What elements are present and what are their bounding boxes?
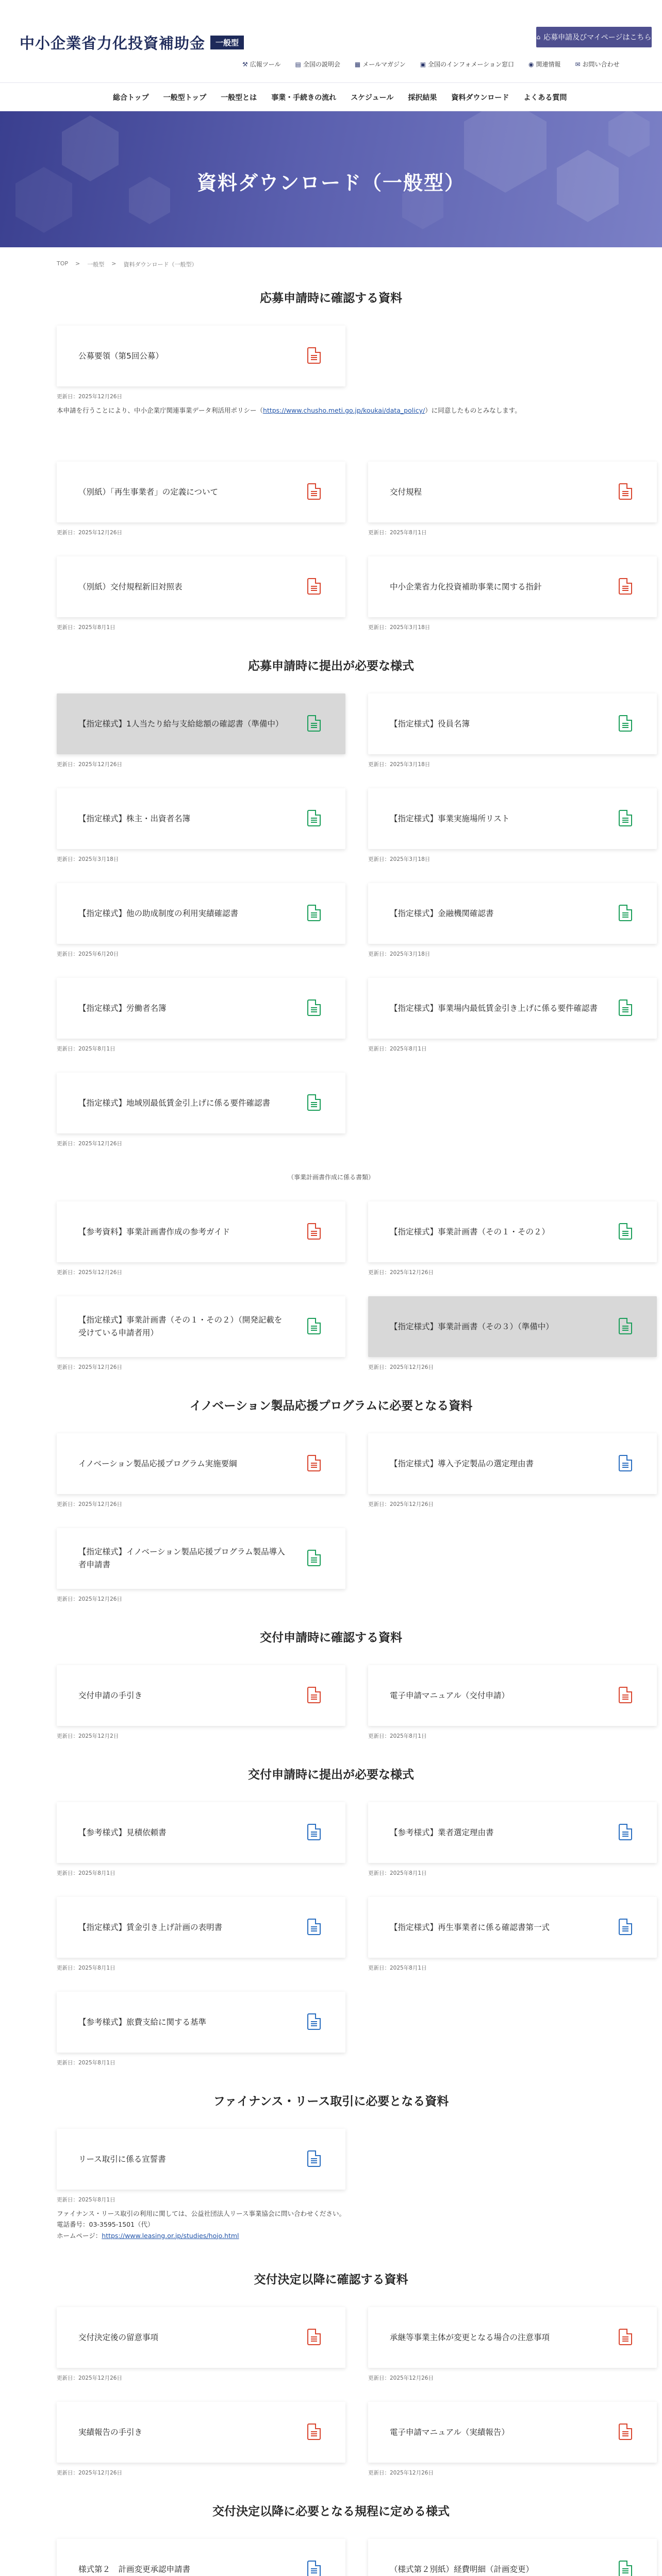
download-card[interactable] — [57, 1433, 345, 1494]
download-card[interactable] — [368, 556, 657, 617]
file-lines — [311, 355, 317, 360]
lease-note-phone: 電話番号：03-3595-1501（代） — [57, 2221, 154, 2229]
download-card-label: 【指定様式】導入予定製品の選定理由書 — [390, 1459, 534, 1468]
download-card[interactable] — [368, 693, 657, 754]
policy-note — [57, 405, 605, 416]
pdf-file-icon — [307, 347, 321, 364]
tool-icon: ⚒ — [242, 60, 248, 68]
update-date: 更新日：2025年8月1日 — [368, 530, 427, 536]
util-link-1[interactable] — [295, 60, 340, 69]
mail-icon: ✉ — [575, 60, 581, 68]
update-date: 更新日：2025年8月1日 — [57, 2060, 115, 2066]
download-card-label: 交付規程 — [390, 487, 422, 497]
update-date: 更新日：2025年12月26日 — [57, 1269, 122, 1276]
util-link-label: お問い合わせ — [582, 61, 620, 68]
file-lines — [311, 1926, 317, 1931]
excel-file-icon — [619, 1318, 632, 1334]
update-date: 更新日：2025年8月1日 — [57, 2197, 115, 2203]
update-date: 更新日：2025年12月26日 — [57, 1501, 122, 1507]
global-nav — [0, 82, 662, 111]
lease-note — [57, 2208, 605, 2241]
lease-note-homepage — [57, 2230, 605, 2241]
pdf-file-icon — [307, 483, 321, 500]
download-card[interactable] — [57, 1073, 345, 1133]
homepage-label: ホームページ： — [57, 2231, 102, 2240]
file-lines — [622, 586, 628, 591]
pdf-file-icon — [307, 1455, 321, 1471]
download-card-label: 【指定様式】事業計画書（その１・その２） — [390, 1227, 550, 1236]
download-card-label: 電子申請マニュアル（実績報告） — [390, 2427, 509, 2437]
update-date: 更新日：2025年3月18日 — [368, 761, 431, 768]
download-card[interactable] — [368, 1897, 657, 1958]
download-card[interactable] — [368, 2539, 657, 2576]
update-date: 更新日：2025年12月26日 — [368, 1269, 434, 1276]
download-card-label: 交付決定後の留意事項 — [78, 2332, 159, 2342]
word-file-icon — [307, 2561, 321, 2576]
mypage-button-label: 応募申請及びマイページはこちら — [543, 33, 652, 42]
download-card[interactable] — [57, 883, 345, 944]
update-date: 更新日：2025年12月26日 — [368, 1364, 434, 1370]
subsection-label: （事業計画書作成に係る書類） — [287, 1174, 374, 1181]
file-lines — [311, 491, 317, 496]
download-card-label: 【指定様式】労働者名簿 — [78, 1003, 167, 1013]
global-nav-list — [106, 83, 574, 112]
file-lines — [622, 912, 628, 918]
file-lines — [622, 2336, 628, 2342]
excel-file-icon — [619, 999, 632, 1016]
file-lines — [311, 1557, 317, 1563]
word-file-icon — [307, 2150, 321, 2167]
download-card[interactable] — [57, 788, 345, 849]
section-title: 交付申請時に提出が必要な様式 — [248, 1768, 414, 1782]
util-link-4[interactable] — [528, 60, 561, 69]
download-card-label: 【指定様式】役員名簿 — [390, 719, 470, 728]
update-date: 更新日：2025年12月26日 — [57, 2375, 122, 2381]
update-date: 更新日：2025年8月1日 — [57, 1965, 115, 1971]
update-date: 更新日：2025年8月1日 — [368, 1733, 427, 1739]
excel-file-icon — [619, 715, 632, 732]
util-link-3[interactable] — [420, 60, 514, 69]
download-card-label: 【指定様式】株主・出資者名簿 — [78, 814, 191, 823]
download-card-label: （別紙）「再生事業者」の定義について — [78, 487, 218, 497]
nav-item-2[interactable]: 一般型とは — [221, 94, 257, 102]
download-card[interactable] — [57, 462, 345, 522]
download-card-label: 交付申請の手引き — [78, 1690, 143, 1700]
home-icon: ⌂ — [536, 33, 541, 41]
section-title: イノベーション製品応援プログラムに必要となる資料 — [189, 1399, 473, 1413]
file-lines — [622, 1463, 628, 1468]
update-date: 更新日：2025年8月1日 — [57, 1046, 115, 1052]
policy-note-text: 本申請を行うことにより、中小企業庁関連事業データ利活用ポリシー（ — [57, 406, 263, 414]
update-date: 更新日：2025年3月18日 — [368, 856, 431, 862]
file-lines — [622, 723, 628, 728]
breadcrumb-item[interactable]: 一般型 — [87, 261, 105, 268]
util-link-label: 全国の説明会 — [303, 61, 340, 68]
file-lines — [311, 2568, 317, 2573]
download-card-label: 様式第２ 計画変更承認申請書 — [78, 2564, 191, 2574]
file-lines — [311, 1102, 317, 1107]
util-link-0[interactable] — [242, 60, 281, 69]
download-card[interactable] — [368, 2402, 657, 2463]
download-card[interactable] — [57, 1992, 345, 2053]
pdf-file-icon — [619, 483, 632, 500]
file-lines — [311, 1326, 317, 1331]
update-date: 更新日：2025年12月26日 — [57, 1141, 122, 1147]
download-card-label: 【参考様式】見積依頼書 — [78, 1827, 167, 1837]
download-card-label: リース取引に係る宣誓書 — [78, 2154, 166, 2164]
file-lines — [311, 2336, 317, 2342]
file-lines — [622, 1231, 628, 1236]
file-lines — [622, 1926, 628, 1931]
download-card[interactable] — [57, 2129, 345, 2190]
download-card-label: 中小企業省力化投資補助事業に関する指針 — [390, 582, 542, 591]
file-lines — [622, 1007, 628, 1012]
excel-file-icon — [619, 1223, 632, 1240]
document-icon: ▤ — [295, 60, 301, 68]
breadcrumb-item[interactable]: TOP — [57, 260, 69, 267]
download-card-label: 【指定様式】1人当たり給与支給総額の確認書（準備中） — [78, 719, 284, 728]
update-date: 更新日：2025年12月26日 — [368, 2375, 434, 2381]
update-date: 更新日：2025年3月18日 — [368, 624, 431, 631]
update-date: 更新日：2025年3月18日 — [368, 951, 431, 957]
file-lines — [311, 1463, 317, 1468]
download-card-label: 【指定様式】金融機関確認書 — [390, 908, 494, 918]
update-date: 更新日：2025年12月26日 — [57, 394, 122, 400]
download-card[interactable] — [57, 693, 345, 754]
site-logo[interactable] — [20, 32, 244, 53]
file-lines — [622, 1694, 628, 1700]
policy-note-tail: ）に同意したものとみなします。 — [425, 406, 521, 414]
download-card-label: （別紙）交付規程新旧対照表 — [78, 582, 183, 591]
update-date: 更新日：2025年12月26日 — [57, 1596, 122, 1602]
download-card[interactable] — [57, 1665, 345, 1726]
nav-item-5[interactable]: 採択結果 — [408, 94, 437, 102]
lease-homepage-link[interactable]: https://www.leasing.or.jp/studies/hojo.html — [102, 2231, 239, 2240]
util-link-label: メールマガジン — [362, 61, 406, 68]
download-card[interactable] — [368, 1665, 657, 1726]
download-card[interactable] — [57, 2539, 345, 2576]
file-lines — [311, 1007, 317, 1012]
download-card[interactable] — [368, 978, 657, 1039]
update-date: 更新日：2025年12月2日 — [57, 1733, 119, 1739]
update-date: 更新日：2025年12月26日 — [57, 761, 122, 768]
pdf-file-icon — [307, 2329, 321, 2345]
download-card-label: 【指定様式】賃金引き上げ計画の表明書 — [78, 1922, 223, 1932]
file-lines — [311, 1694, 317, 1700]
download-card[interactable] — [57, 556, 345, 617]
file-lines — [622, 818, 628, 823]
section-title: 応募申請時に確認する資料 — [260, 292, 402, 305]
pdf-file-icon — [307, 2424, 321, 2440]
person-icon: ◉ — [528, 60, 534, 68]
download-card[interactable] — [57, 2402, 345, 2463]
download-card-label: 承継等事業主体が変更となる場合の注意事項 — [390, 2332, 550, 2342]
section-title: 交付決定以降に必要となる規程に定める様式 — [212, 2505, 450, 2518]
download-card-label: （様式第２別紙）経費明細（計画変更） — [390, 2564, 534, 2574]
download-card-label: 【参考資料】事業計画書作成の参考ガイド — [78, 1227, 230, 1236]
breadcrumb-item: 資料ダウンロード（一般型） — [123, 261, 197, 268]
util-link-label: 広報ツール — [250, 61, 281, 68]
util-link-label: 全国のインフォメーション窓口 — [428, 61, 514, 68]
download-card-label: 【指定様式】事業計画書（その３）（準備中） — [390, 1321, 554, 1331]
download-card-label: 【指定様式】イノベーション製品応援プログラム製品導入者申請書 — [78, 1547, 285, 1569]
lease-note-line: ファイナンス・リース取引の利用に関しては、公益社団法人リース事業協会に問い合わせください。 — [57, 2210, 346, 2217]
word-file-icon — [619, 1455, 632, 1471]
update-date: 更新日：2025年6月20日 — [57, 951, 119, 957]
pdf-file-icon — [619, 578, 632, 595]
nav-item-1[interactable]: 一般型トップ — [163, 94, 207, 102]
download-card[interactable] — [57, 2307, 345, 2368]
update-date: 更新日：2025年8月1日 — [57, 1870, 115, 1876]
excel-file-icon — [619, 810, 632, 826]
pdf-file-icon — [619, 2424, 632, 2440]
breadcrumb-separator: > — [111, 260, 117, 267]
download-card[interactable] — [57, 1201, 345, 1262]
download-card[interactable] — [368, 2307, 657, 2368]
util-link-label: 関連情報 — [536, 61, 561, 68]
pdf-file-icon — [307, 1223, 321, 1240]
logo-badge: 一般型 — [210, 36, 244, 49]
file-lines — [311, 586, 317, 591]
file-lines — [622, 1832, 628, 1837]
excel-file-icon — [307, 999, 321, 1016]
section-title: 交付申請時に確認する資料 — [260, 1631, 402, 1645]
download-card-label: 【指定様式】地域別最低賃金引上げに係る要件確認書 — [78, 1098, 271, 1108]
download-card-label: 【参考様式】旅費支給に関する基準 — [78, 2017, 207, 2027]
update-date: 更新日：2025年8月1日 — [368, 1870, 427, 1876]
download-card[interactable] — [368, 1802, 657, 1863]
excel-file-icon — [619, 905, 632, 921]
word-file-icon — [307, 1824, 321, 1840]
download-card-label: 【指定様式】他の助成制度の利用実績確認書 — [78, 908, 239, 918]
magazine-icon: ▦ — [354, 60, 361, 68]
update-date: 更新日：2025年12月26日 — [368, 2470, 434, 2476]
excel-file-icon — [307, 1094, 321, 1111]
download-card[interactable] — [368, 1201, 657, 1262]
download-card-label: 実績報告の手引き — [78, 2427, 143, 2437]
update-date: 更新日：2025年3月18日 — [57, 856, 119, 862]
word-file-icon — [307, 1919, 321, 1935]
download-card[interactable] — [368, 462, 657, 522]
pdf-file-icon — [307, 1687, 321, 1703]
download-card-label: 【指定様式】事業計画書（その１・その２）（開発記載を受けている申請者用） — [78, 1315, 283, 1337]
excel-file-icon — [307, 1318, 321, 1334]
page-hero — [0, 111, 662, 247]
logo-text: 中小企業省力化投資補助金 — [20, 35, 206, 52]
file-lines — [622, 2568, 628, 2573]
excel-file-icon — [307, 1550, 321, 1566]
update-date: 更新日：2025年12月26日 — [57, 2470, 122, 2476]
section-title: 交付決定以降に確認する資料 — [254, 2273, 408, 2286]
download-card-label: 【指定様式】事業実施場所リスト — [390, 814, 510, 823]
file-lines — [311, 2431, 317, 2436]
nav-item-0[interactable]: 総合トップ — [113, 94, 149, 102]
download-card[interactable] — [57, 1802, 345, 1863]
update-date: 更新日：2025年8月1日 — [368, 1046, 427, 1052]
download-card-label: 電子申請マニュアル（交付申請） — [390, 1690, 509, 1700]
download-card[interactable] — [57, 326, 345, 386]
section-title: ファイナンス・リース取引に必要となる資料 — [213, 2095, 449, 2108]
pdf-file-icon — [307, 578, 321, 595]
word-file-icon — [619, 1919, 632, 1935]
util-link-5[interactable] — [575, 60, 619, 69]
utility-links — [242, 60, 620, 69]
download-card[interactable] — [368, 1433, 657, 1494]
download-card-label: 【指定様式】事業場内最低賃金引き上げに係る要件確認書 — [390, 1003, 598, 1013]
page-title: 資料ダウンロード（一般型） — [196, 172, 465, 194]
policy-link[interactable]: https://www.chusho.meti.go.jp/koukai/data_policy/ — [263, 406, 425, 414]
file-lines — [622, 491, 628, 496]
word-file-icon — [619, 1824, 632, 1840]
download-card[interactable] — [368, 788, 657, 849]
download-card-label: 公募要領（第5回公募） — [78, 351, 163, 361]
file-lines — [311, 912, 317, 918]
pdf-file-icon — [619, 1687, 632, 1703]
file-lines — [311, 723, 317, 728]
download-card[interactable] — [57, 1296, 345, 1357]
update-date: 更新日：2025年12月26日 — [57, 1364, 122, 1370]
download-card-label: イノベーション製品応援プログラム実施要綱 — [78, 1459, 237, 1468]
update-date: 更新日：2025年12月26日 — [57, 530, 122, 536]
breadcrumb-separator: > — [75, 260, 80, 267]
nav-item-6[interactable]: 資料ダウンロード — [451, 94, 509, 102]
site-header — [0, 0, 662, 89]
cart-icon: ▣ — [420, 60, 426, 68]
download-card[interactable] — [368, 1296, 657, 1357]
update-date: 更新日：2025年12月26日 — [368, 1501, 434, 1507]
download-card-label: 【参考様式】業者選定理由書 — [390, 1827, 494, 1837]
excel-file-icon — [307, 715, 321, 732]
file-lines — [311, 1231, 317, 1236]
excel-file-icon — [307, 810, 321, 826]
file-lines — [311, 818, 317, 823]
util-link-2[interactable] — [355, 60, 406, 69]
file-lines — [311, 2158, 317, 2163]
download-card[interactable] — [57, 978, 345, 1039]
mypage-button[interactable] — [536, 27, 652, 47]
download-card-label: 【指定様式】再生事業者に係る確認書第一式 — [390, 1922, 550, 1932]
file-lines — [622, 1326, 628, 1331]
word-file-icon — [307, 2013, 321, 2030]
download-card[interactable] — [368, 883, 657, 944]
file-lines — [311, 1832, 317, 1837]
download-card[interactable] — [57, 1528, 345, 1589]
excel-file-icon — [619, 2561, 632, 2576]
excel-file-icon — [307, 905, 321, 921]
file-lines — [311, 2021, 317, 2026]
nav-item-4[interactable]: スケジュール — [351, 94, 394, 102]
nav-item-7[interactable]: よくある質問 — [523, 94, 567, 102]
section-title: 応募申請時に提出が必要な様式 — [248, 659, 414, 673]
pdf-file-icon — [619, 2329, 632, 2345]
nav-item-3[interactable]: 事業・手続きの流れ — [271, 94, 337, 102]
update-date: 更新日：2025年8月1日 — [57, 624, 115, 631]
download-card[interactable] — [57, 1897, 345, 1958]
file-lines — [622, 2431, 628, 2436]
breadcrumb — [57, 260, 197, 268]
update-date: 更新日：2025年8月1日 — [368, 1965, 427, 1971]
